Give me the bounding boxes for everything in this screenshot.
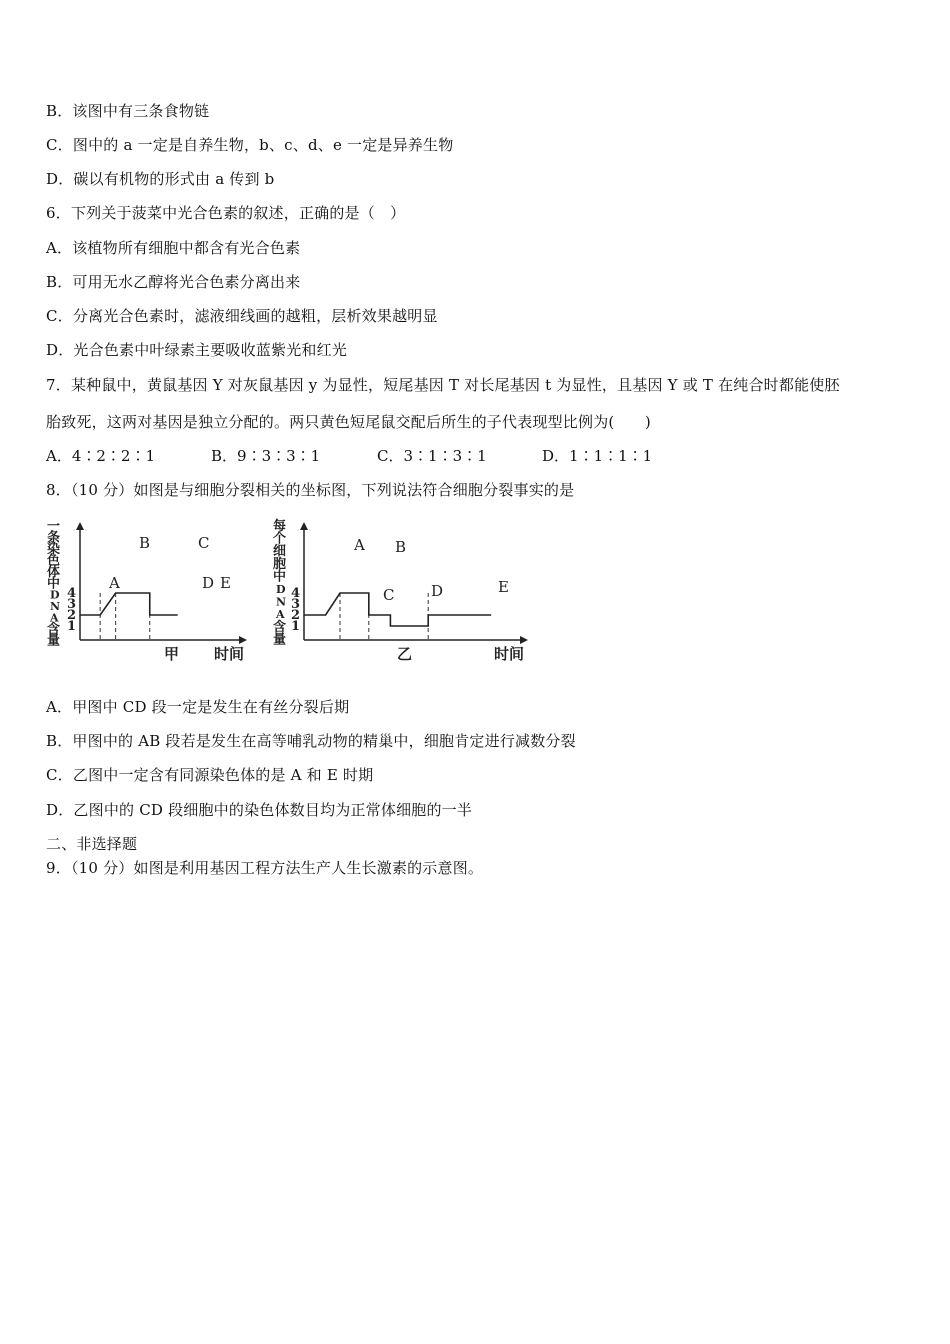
- option-c-line: C．图中的 a 一定是自养生物，b、c、d、e 一定是异养生物: [46, 136, 454, 154]
- q7-option-c: C．3∶1∶3∶1: [377, 447, 487, 465]
- y-axis-label-char: 中: [273, 569, 287, 585]
- chart-yi: [270, 508, 535, 672]
- q7-option-b: B．9∶3∶3∶1: [211, 447, 321, 465]
- segment-label-b: B: [395, 538, 407, 556]
- y-tick-label: 3: [67, 597, 77, 612]
- y-tick-label: 3: [291, 597, 301, 612]
- question-6: 6．下列关于菠菜中光合色素的叙述，正确的是（ ）: [46, 204, 406, 222]
- y-tick-label: 2: [67, 608, 77, 623]
- y-axis-arrow: [300, 522, 308, 530]
- y-axis-label-char: 体: [47, 564, 61, 580]
- q8-option-d: D．乙图中的 CD 段细胞中的染色体数目均为正常体细胞的一半: [46, 801, 473, 819]
- q6-option-b: B．可用无水乙醇将光合色素分离出来: [46, 273, 301, 291]
- q7-option-a: A．4∶2∶2∶1: [46, 447, 156, 465]
- segment-label-b: B: [139, 534, 151, 552]
- y-axis-label-char: 含: [273, 619, 287, 635]
- q7-options: [46, 446, 652, 466]
- segment-label-c: C: [198, 534, 210, 552]
- question-9: 9．（10 分）如图是利用基因工程方法生产人生长激素的示意图。: [46, 859, 484, 877]
- y-axis-label-char: 染: [47, 541, 61, 557]
- option-b-line: B．该图中有三条食物链: [46, 102, 210, 120]
- segment-label-d: D: [202, 574, 215, 592]
- y-axis-label-char: D: [276, 583, 286, 596]
- y-axis-label-char: 含: [47, 622, 61, 638]
- chart-yi-svg: [270, 508, 535, 668]
- y-axis-label-char: 细: [273, 544, 287, 560]
- y-tick-label: 4: [291, 586, 301, 601]
- section-2-heading: 二、非选择题: [46, 835, 138, 853]
- y-axis-label-char: N: [276, 595, 287, 609]
- q8-option-c: C．乙图中一定含有同源染色体的是 A 和 E 时期: [46, 766, 374, 784]
- dna-content-line: [80, 593, 178, 615]
- y-axis-label-char: A: [276, 608, 285, 622]
- y-axis-label-char: 每: [273, 519, 287, 534]
- y-tick-label: 2: [291, 608, 301, 623]
- question-7-line1: 7．某种鼠中，黄鼠基因 Y 对灰鼠基因 y 为显性，短尾基因 T 对长尾基因 t 为显性，且基因 Y 或 T 在纯合时都能使胚: [46, 376, 840, 394]
- segment-label-c: C: [383, 586, 395, 604]
- q8-option-b: B．甲图中的 AB 段若是发生在高等哺乳动物的精巢中，细胞肯定进行减数分裂: [46, 732, 576, 750]
- y-tick-label: 4: [67, 586, 77, 601]
- x-axis-label: 时间: [214, 645, 245, 663]
- x-axis-arrow: [239, 636, 247, 644]
- chart-title: 乙: [397, 645, 413, 663]
- y-axis-label-char: 中: [47, 576, 61, 592]
- chart-title: 甲: [164, 645, 180, 663]
- x-axis-arrow: [520, 636, 528, 644]
- segment-label-d: D: [431, 582, 444, 600]
- option-d-line: D．碳以有机物的形式由 a 传到 b: [46, 170, 275, 188]
- segment-label-a: A: [354, 536, 365, 554]
- q6-option-c: C．分离光合色素时，滤液细线画的越粗，层析效果越明显: [46, 307, 438, 325]
- x-axis-label: 时间: [494, 645, 525, 663]
- y-axis-label-char: A: [50, 611, 59, 625]
- y-axis-label-char: 量: [273, 632, 287, 648]
- y-tick-label: 1: [67, 619, 77, 634]
- y-axis-label-char: 条: [47, 530, 61, 546]
- question-7-line2: 胎致死，这两对基因是独立分配的。两只黄色短尾鼠交配后所生的子代表现型比例为( ): [46, 413, 651, 431]
- y-axis-arrow: [76, 522, 84, 530]
- y-axis-label-char: D: [50, 588, 60, 602]
- y-axis-label-char: 个: [273, 531, 287, 547]
- q6-option-a: A．该植物所有细胞中都含有光合色素: [46, 239, 301, 257]
- y-tick-label: 1: [291, 619, 301, 634]
- y-axis-label-char: 色: [47, 553, 61, 569]
- y-axis-label-char: 胞: [273, 556, 287, 572]
- q7-option-d: D．1∶1∶1∶1: [542, 447, 653, 465]
- chart-jia-svg: [44, 508, 254, 668]
- q6-option-d: D．光合色素中叶绿素主要吸收蓝紫光和红光: [46, 341, 348, 359]
- chart-jia: [44, 508, 254, 672]
- y-axis-label-char: 量: [47, 633, 61, 649]
- segment-label-e: E: [498, 578, 509, 596]
- segment-label-e: E: [220, 574, 231, 592]
- question-8: 8．（10 分）如图是与细胞分裂相关的坐标图，下列说法符合细胞分裂事实的是: [46, 481, 575, 499]
- y-axis-label-char: 一: [47, 519, 61, 534]
- segment-label-a: A: [109, 574, 120, 592]
- y-axis-label-char: N: [50, 600, 61, 614]
- q8-option-a: A．甲图中 CD 段一定是发生在有丝分裂后期: [46, 698, 350, 716]
- dna-content-line: [304, 593, 491, 626]
